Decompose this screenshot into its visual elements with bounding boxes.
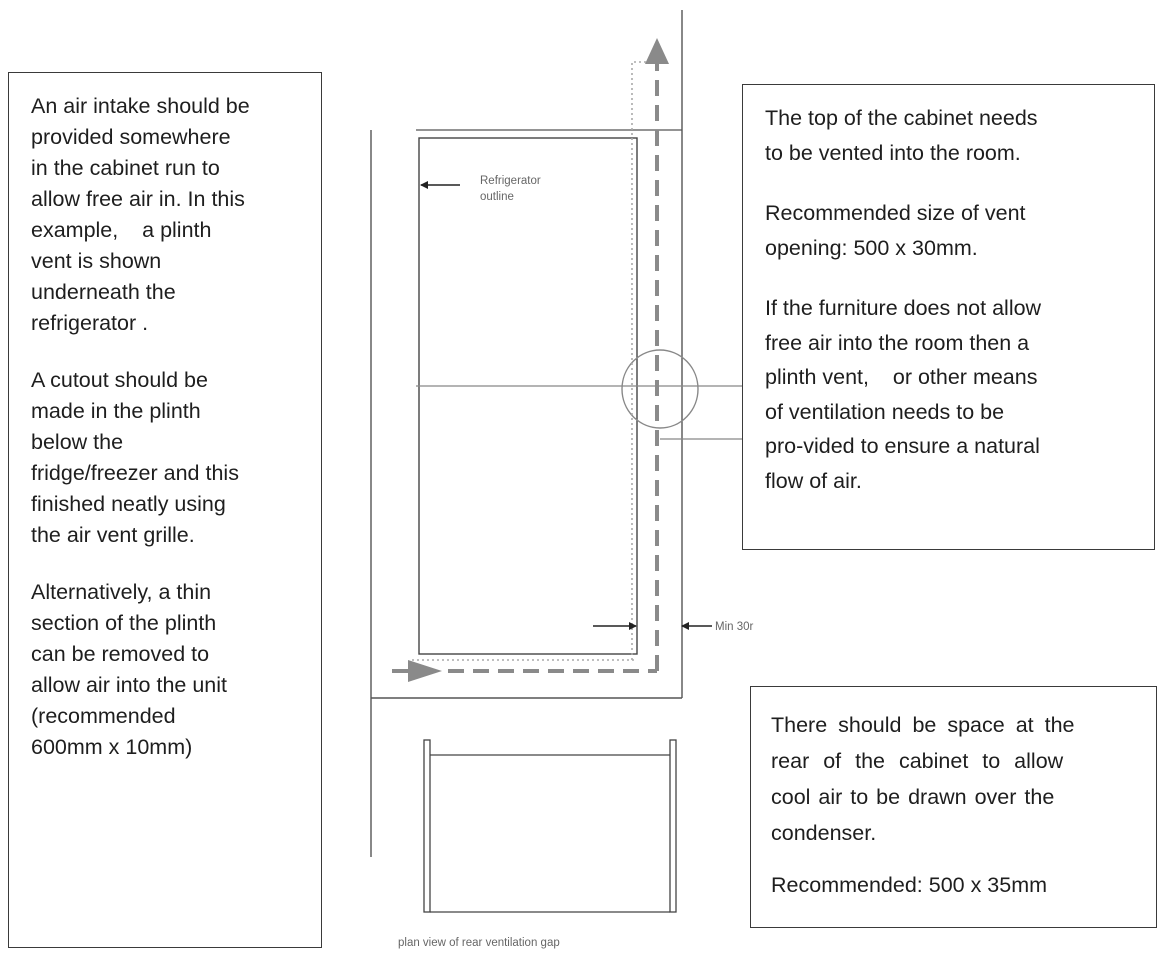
text-line: A cutout should be [31,368,208,392]
text-line: opening: 500 x 30mm. [765,235,978,260]
text-line: example, a plinth [31,218,212,242]
airflow-in-arrowhead [408,660,442,682]
text-line: of ventilation needs to be [765,399,1005,424]
text-line: provided somewhere [31,125,231,149]
text-line: vent is shown [31,249,162,273]
text-line: The top of the cabinet needs [765,106,1038,130]
text-line: Recommended size of vent [765,201,1026,225]
plan-view-label: plan view of rear ventilation gap [398,937,560,949]
text-line: allow free air in. In this [31,187,245,211]
text-line: section of the plinth [31,611,217,635]
text-line: There should be space at the [771,713,1075,737]
text-line: (recommended [31,704,176,728]
plan-view-right-wall [670,740,676,912]
text-line: free air into the room then a [765,330,1030,355]
text-line: Recommended: 500 x 35mm [771,873,1048,897]
text-line: 600mm x 10mm) [31,735,193,759]
text-line: allow air into the unit [31,673,227,697]
text-line: Alternatively, a thin [31,580,212,604]
refrigerator-label-line1: Refrigerator [480,175,541,187]
text-line: in the cabinet run to [31,156,220,180]
text-line: An air intake should be [31,94,250,118]
text-line: rear of the cabinet to allow [771,749,1064,773]
text-line: below the [31,430,124,454]
text-line: to be vented into the room. [765,140,1021,165]
text-line: the air vent grille. [31,523,195,547]
refrigerator-label-line2: outline [480,191,514,203]
text-line: pro-vided to ensure a natural [765,434,1040,458]
detail-circle [622,350,698,428]
text-line: fridge/freezer and this [31,461,239,485]
min-gap-label: Min 30r [715,621,754,633]
text-line: underneath the [31,280,176,304]
text-line: condenser. [771,821,877,845]
airflow-up-arrowhead [645,38,669,64]
text-line: If the furniture does not allow [765,296,1042,320]
text-line: can be removed to [31,642,210,666]
text-line: flow of air. [765,468,862,493]
text-line: refrigerator . [31,311,149,335]
text-line: plinth vent, or other means [765,365,1038,389]
plan-view-left-wall [424,740,430,912]
text-line: made in the plinth [31,399,201,423]
refrigerator-outline [419,138,637,654]
text-line: cool air to be drawn over the [771,785,1055,809]
text-line: finished neatly using [31,492,226,516]
